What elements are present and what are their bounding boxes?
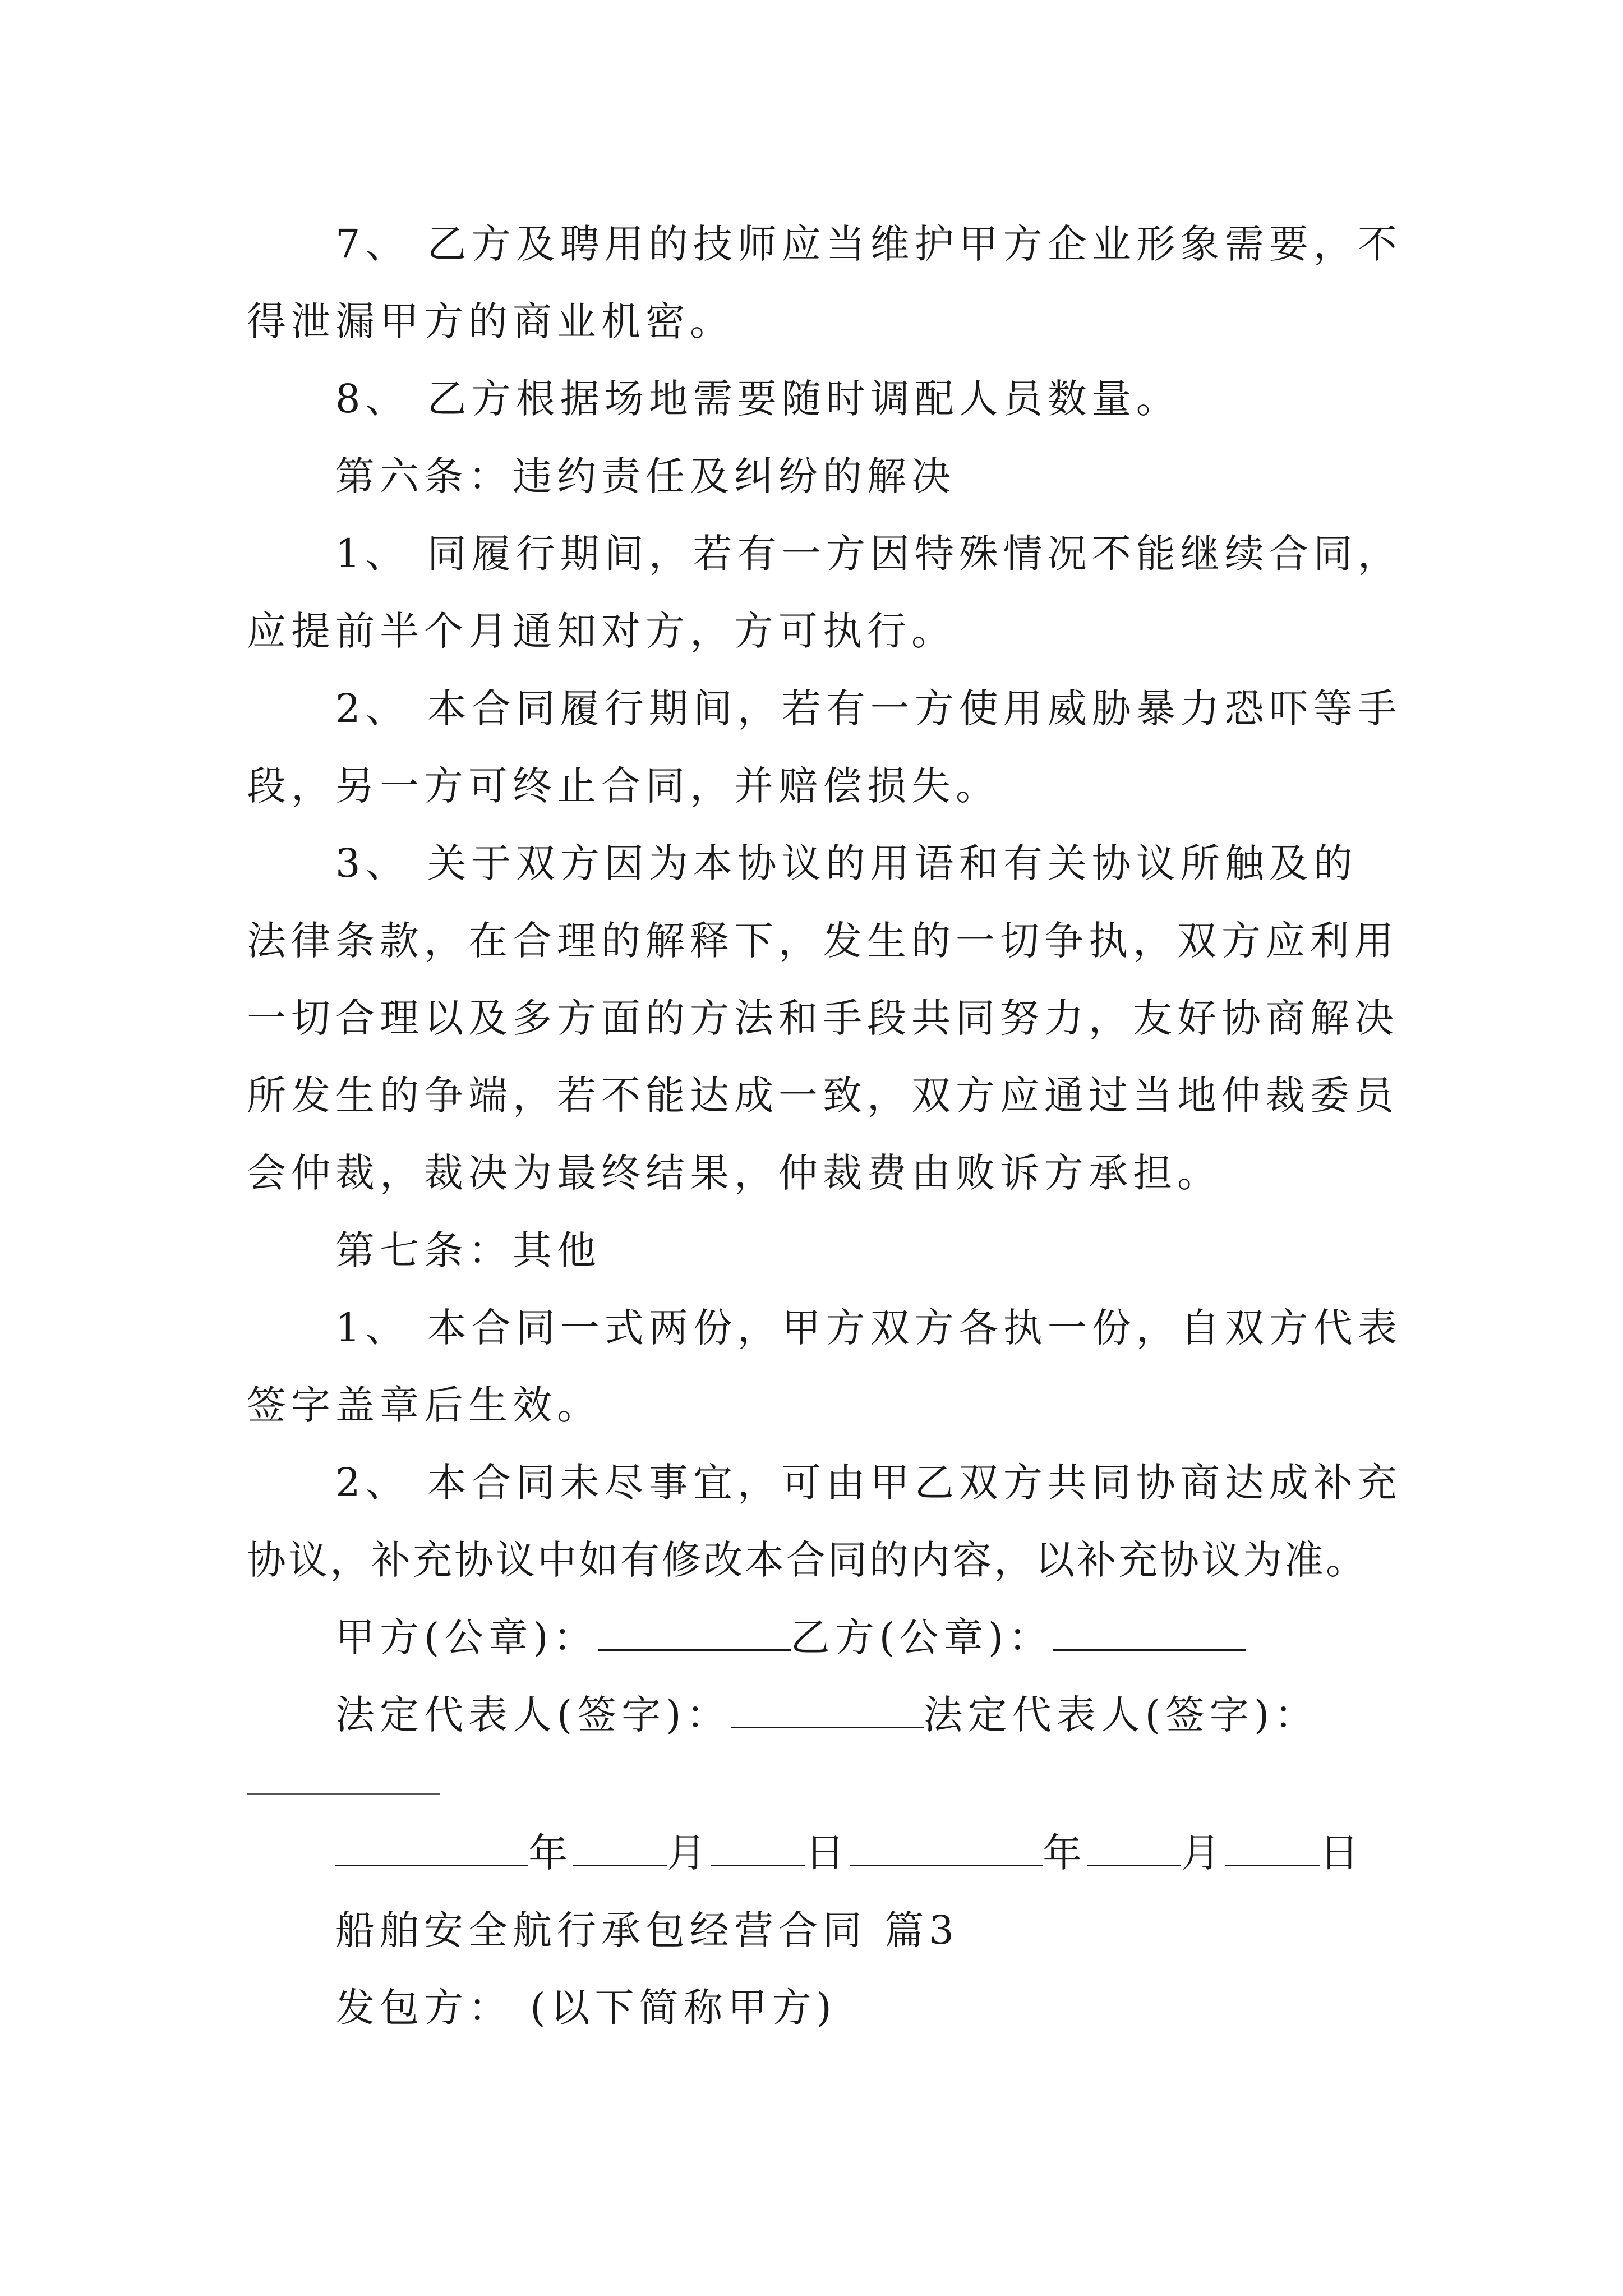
- party-a-month-blank[interactable]: [573, 1830, 667, 1866]
- article-6-clause-1-line-2: 应提前半个月通知对方，方可执行。: [247, 608, 956, 654]
- article-7-heading: 第七条：其他: [335, 1227, 601, 1273]
- party-b-month-label: 月: [1181, 1830, 1225, 1876]
- article-7-clause-2-line-2: 协议，补充协议中如有修改本合同的内容，以补充协议为准。: [247, 1537, 1367, 1583]
- next-contract-title: 船舶安全航行承包经营合同 篇3: [335, 1907, 959, 1953]
- party-b-day-blank[interactable]: [1225, 1830, 1320, 1866]
- party-b-representative-label: 法定代表人(签字)：: [923, 1692, 1319, 1738]
- signature-party-line: [335, 1609, 1246, 1665]
- article-6-clause-2-line-2: 段，另一方可终止合同，并赔偿损失。: [247, 763, 1000, 809]
- article-6-clause-3-line-5: 会仲裁，裁决为最终结果，仲裁费由败诉方承担。: [247, 1150, 1221, 1196]
- party-a-month-label: 月: [667, 1830, 711, 1876]
- clause-7-line-2: 得泄漏甲方的商业机密。: [247, 298, 734, 344]
- article-6-clause-1-line-1: 1、 同履行期间，若有一方因特殊情况不能继续合同，: [335, 531, 1402, 577]
- party-b-seal-label: 乙方(公章)：: [790, 1614, 1053, 1660]
- article-7-clause-2-line-1: 2、 本合同未尽事宜，可由甲乙双方共同协商达成补充: [335, 1460, 1402, 1506]
- signature-date-line: [335, 1825, 1364, 1881]
- party-a-year-label: 年: [528, 1830, 573, 1876]
- article-6-clause-3-line-3: 一切合理以及多方面的方法和手段共同努力，友好协商解决: [247, 995, 1399, 1041]
- article-6-clause-3-line-2: 法律条款，在合理的解释下，发生的一切争执，双方应利用: [247, 918, 1399, 964]
- article-7-clause-1-line-2: 签字盖章后生效。: [247, 1382, 601, 1428]
- article-6-heading: 第六条：违约责任及纠纷的解决: [335, 453, 956, 499]
- party-b-day-label: 日: [1320, 1830, 1364, 1876]
- party-a-representative-label: 法定代表人(签字)：: [335, 1692, 731, 1738]
- party-a-day-blank[interactable]: [711, 1830, 805, 1866]
- clause-8-line-1: 8、 乙方根据场地需要随时调配人员数量。: [335, 376, 1181, 422]
- party-b-month-blank[interactable]: [1087, 1830, 1181, 1866]
- article-6-clause-2-line-1: 2、 本合同履行期间，若有一方使用威胁暴力恐吓等手: [335, 685, 1402, 731]
- party-b-year-label: 年: [1043, 1830, 1087, 1876]
- party-a-representative-blank[interactable]: [731, 1692, 924, 1728]
- party-a-day-label: 日: [805, 1830, 850, 1876]
- party-a-year-blank[interactable]: [335, 1830, 528, 1866]
- clause-7-line-1: 7、 乙方及聘用的技师应当维护甲方企业形象需要，不: [335, 221, 1402, 267]
- article-7-clause-1-line-1: 1、 本合同一式两份，甲方双方各执一份，自双方代表: [335, 1305, 1402, 1351]
- article-6-clause-3-line-4: 所发生的争端，若不能达成一致，双方应通过当地仲裁委员: [247, 1073, 1399, 1119]
- party-b-representative-blank[interactable]: [247, 1793, 440, 1795]
- party-a-seal-label: 甲方(公章)：: [335, 1614, 598, 1660]
- party-a-seal-blank[interactable]: [598, 1614, 791, 1651]
- article-6-clause-3-line-1: 3、 关于双方因为本协议的用语和有关协议所触及的: [335, 840, 1358, 886]
- signature-representative-line: [335, 1687, 1318, 1743]
- next-contract-employer-line: 发包方： (以下简称甲方): [335, 1985, 837, 2031]
- party-b-seal-blank[interactable]: [1053, 1614, 1246, 1651]
- party-b-year-blank[interactable]: [850, 1830, 1043, 1866]
